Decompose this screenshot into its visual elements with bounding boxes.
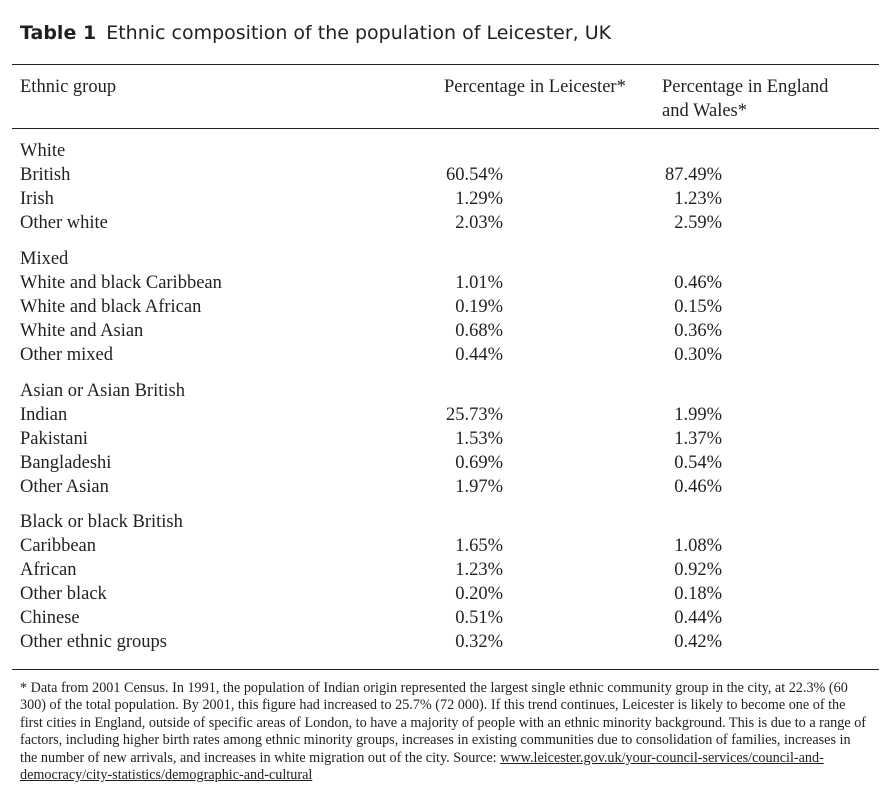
- row-label: White and black Caribbean: [20, 273, 222, 293]
- row-label: White and black African: [20, 297, 202, 317]
- table-row: [0, 630, 885, 654]
- table-row: [0, 403, 885, 427]
- row-label: Other mixed: [20, 345, 113, 365]
- table-row: [0, 295, 885, 319]
- england-value: 0.46%: [674, 477, 722, 497]
- table-row: [0, 211, 885, 235]
- row-label: Pakistani: [20, 429, 88, 449]
- row-label: Indian: [20, 405, 68, 425]
- row-label: Other black: [20, 584, 107, 604]
- footnote: [20, 680, 870, 784]
- row-label: African: [20, 560, 77, 580]
- table-row: [0, 606, 885, 630]
- leicester-value: 0.20%: [455, 584, 503, 604]
- england-value: 87.49%: [664, 165, 722, 185]
- england-value: 0.36%: [674, 321, 722, 341]
- row-label: Other white: [20, 213, 108, 233]
- table-row: [0, 163, 885, 187]
- leicester-value: 60.54%: [445, 165, 503, 185]
- england-value: 0.54%: [674, 453, 722, 473]
- table-row: [0, 534, 885, 558]
- section-header: [0, 139, 885, 163]
- table-row: [0, 427, 885, 451]
- england-value: 1.23%: [674, 189, 722, 209]
- england-value: 0.15%: [674, 297, 722, 317]
- top-rule: [12, 64, 879, 65]
- section-title: Asian or Asian British: [20, 381, 185, 401]
- bottom-rule: [12, 669, 879, 670]
- england-value: 0.44%: [674, 608, 722, 628]
- table-title: [20, 20, 611, 46]
- section-title: Black or black British: [20, 512, 183, 532]
- table-caption: Ethnic composition of the population of Leicester, UK: [106, 22, 612, 44]
- header-leicester: Percentage in Leicester*: [444, 77, 626, 97]
- england-value: 1.99%: [674, 405, 722, 425]
- england-value: 0.30%: [674, 345, 722, 365]
- england-value: 0.92%: [674, 560, 722, 580]
- footnote-text: * Data from 2001 Census. In 1991, the population of Indian origin represented the largest single ethnic community group in the city, at 22.3% (60 300) of the total population. By 2001, this figure had increased to 25.7% (72 000). If this trend continues, Leicester is likely to become one of the first cities in England, outside of specific areas of London, to have a majority of people with an ethnic minority background. This is due to a range of factors, including higher birth rates among ethnic minority groups, increases in existing communities due to consolidation of families, increases in the number of new arrivals, and increases in white migration out of the city. Source:: [20, 680, 867, 766]
- header-england-line2: and Wales*: [662, 101, 747, 121]
- leicester-value: 0.51%: [455, 608, 503, 628]
- leicester-value: 1.01%: [455, 273, 503, 293]
- england-value: 1.37%: [674, 429, 722, 449]
- row-label: Bangladeshi: [20, 453, 112, 473]
- header-rule: [12, 128, 879, 129]
- table-row: [0, 475, 885, 499]
- row-label: White and Asian: [20, 321, 144, 341]
- section-title: White: [20, 141, 66, 161]
- row-label: British: [20, 165, 71, 185]
- table-number: Table 1: [20, 22, 97, 44]
- header-england-wales: [662, 75, 828, 123]
- section-header: [0, 379, 885, 403]
- header-ethnic-group: Ethnic group: [20, 77, 117, 97]
- leicester-value: 1.53%: [455, 429, 503, 449]
- leicester-value: 0.19%: [455, 297, 503, 317]
- section-header: [0, 247, 885, 271]
- england-value: 2.59%: [674, 213, 722, 233]
- table-row: [0, 319, 885, 343]
- row-label: Caribbean: [20, 536, 97, 556]
- section-title: Mixed: [20, 249, 69, 269]
- leicester-value: 1.23%: [455, 560, 503, 580]
- leicester-value: 1.65%: [455, 536, 503, 556]
- england-value: 0.42%: [674, 632, 722, 652]
- row-label: Other ethnic groups: [20, 632, 167, 652]
- section-header: [0, 510, 885, 534]
- table-row: [0, 187, 885, 211]
- table-row: [0, 451, 885, 475]
- england-value: 1.08%: [674, 536, 722, 556]
- leicester-value: 0.69%: [455, 453, 503, 473]
- leicester-value: 0.44%: [455, 345, 503, 365]
- leicester-value: 1.97%: [455, 477, 503, 497]
- england-value: 0.46%: [674, 273, 722, 293]
- row-label: Other Asian: [20, 477, 109, 497]
- row-label: Irish: [20, 189, 54, 209]
- leicester-value: 0.32%: [455, 632, 503, 652]
- table-row: [0, 343, 885, 367]
- england-value: 0.18%: [674, 584, 722, 604]
- leicester-value: 2.03%: [455, 213, 503, 233]
- leicester-value: 25.73%: [445, 405, 503, 425]
- source-link[interactable]: www.leicester.gov.uk/your-council-services/council-and-democracy/city-statistics/demographic-and-cultural: [20, 749, 824, 784]
- table-row: [0, 558, 885, 582]
- row-label: Chinese: [20, 608, 80, 628]
- table-row: [0, 582, 885, 606]
- table-row: [0, 271, 885, 295]
- header-england-line1: Percentage in England: [662, 77, 829, 97]
- leicester-value: 1.29%: [455, 189, 503, 209]
- leicester-value: 0.68%: [455, 321, 503, 341]
